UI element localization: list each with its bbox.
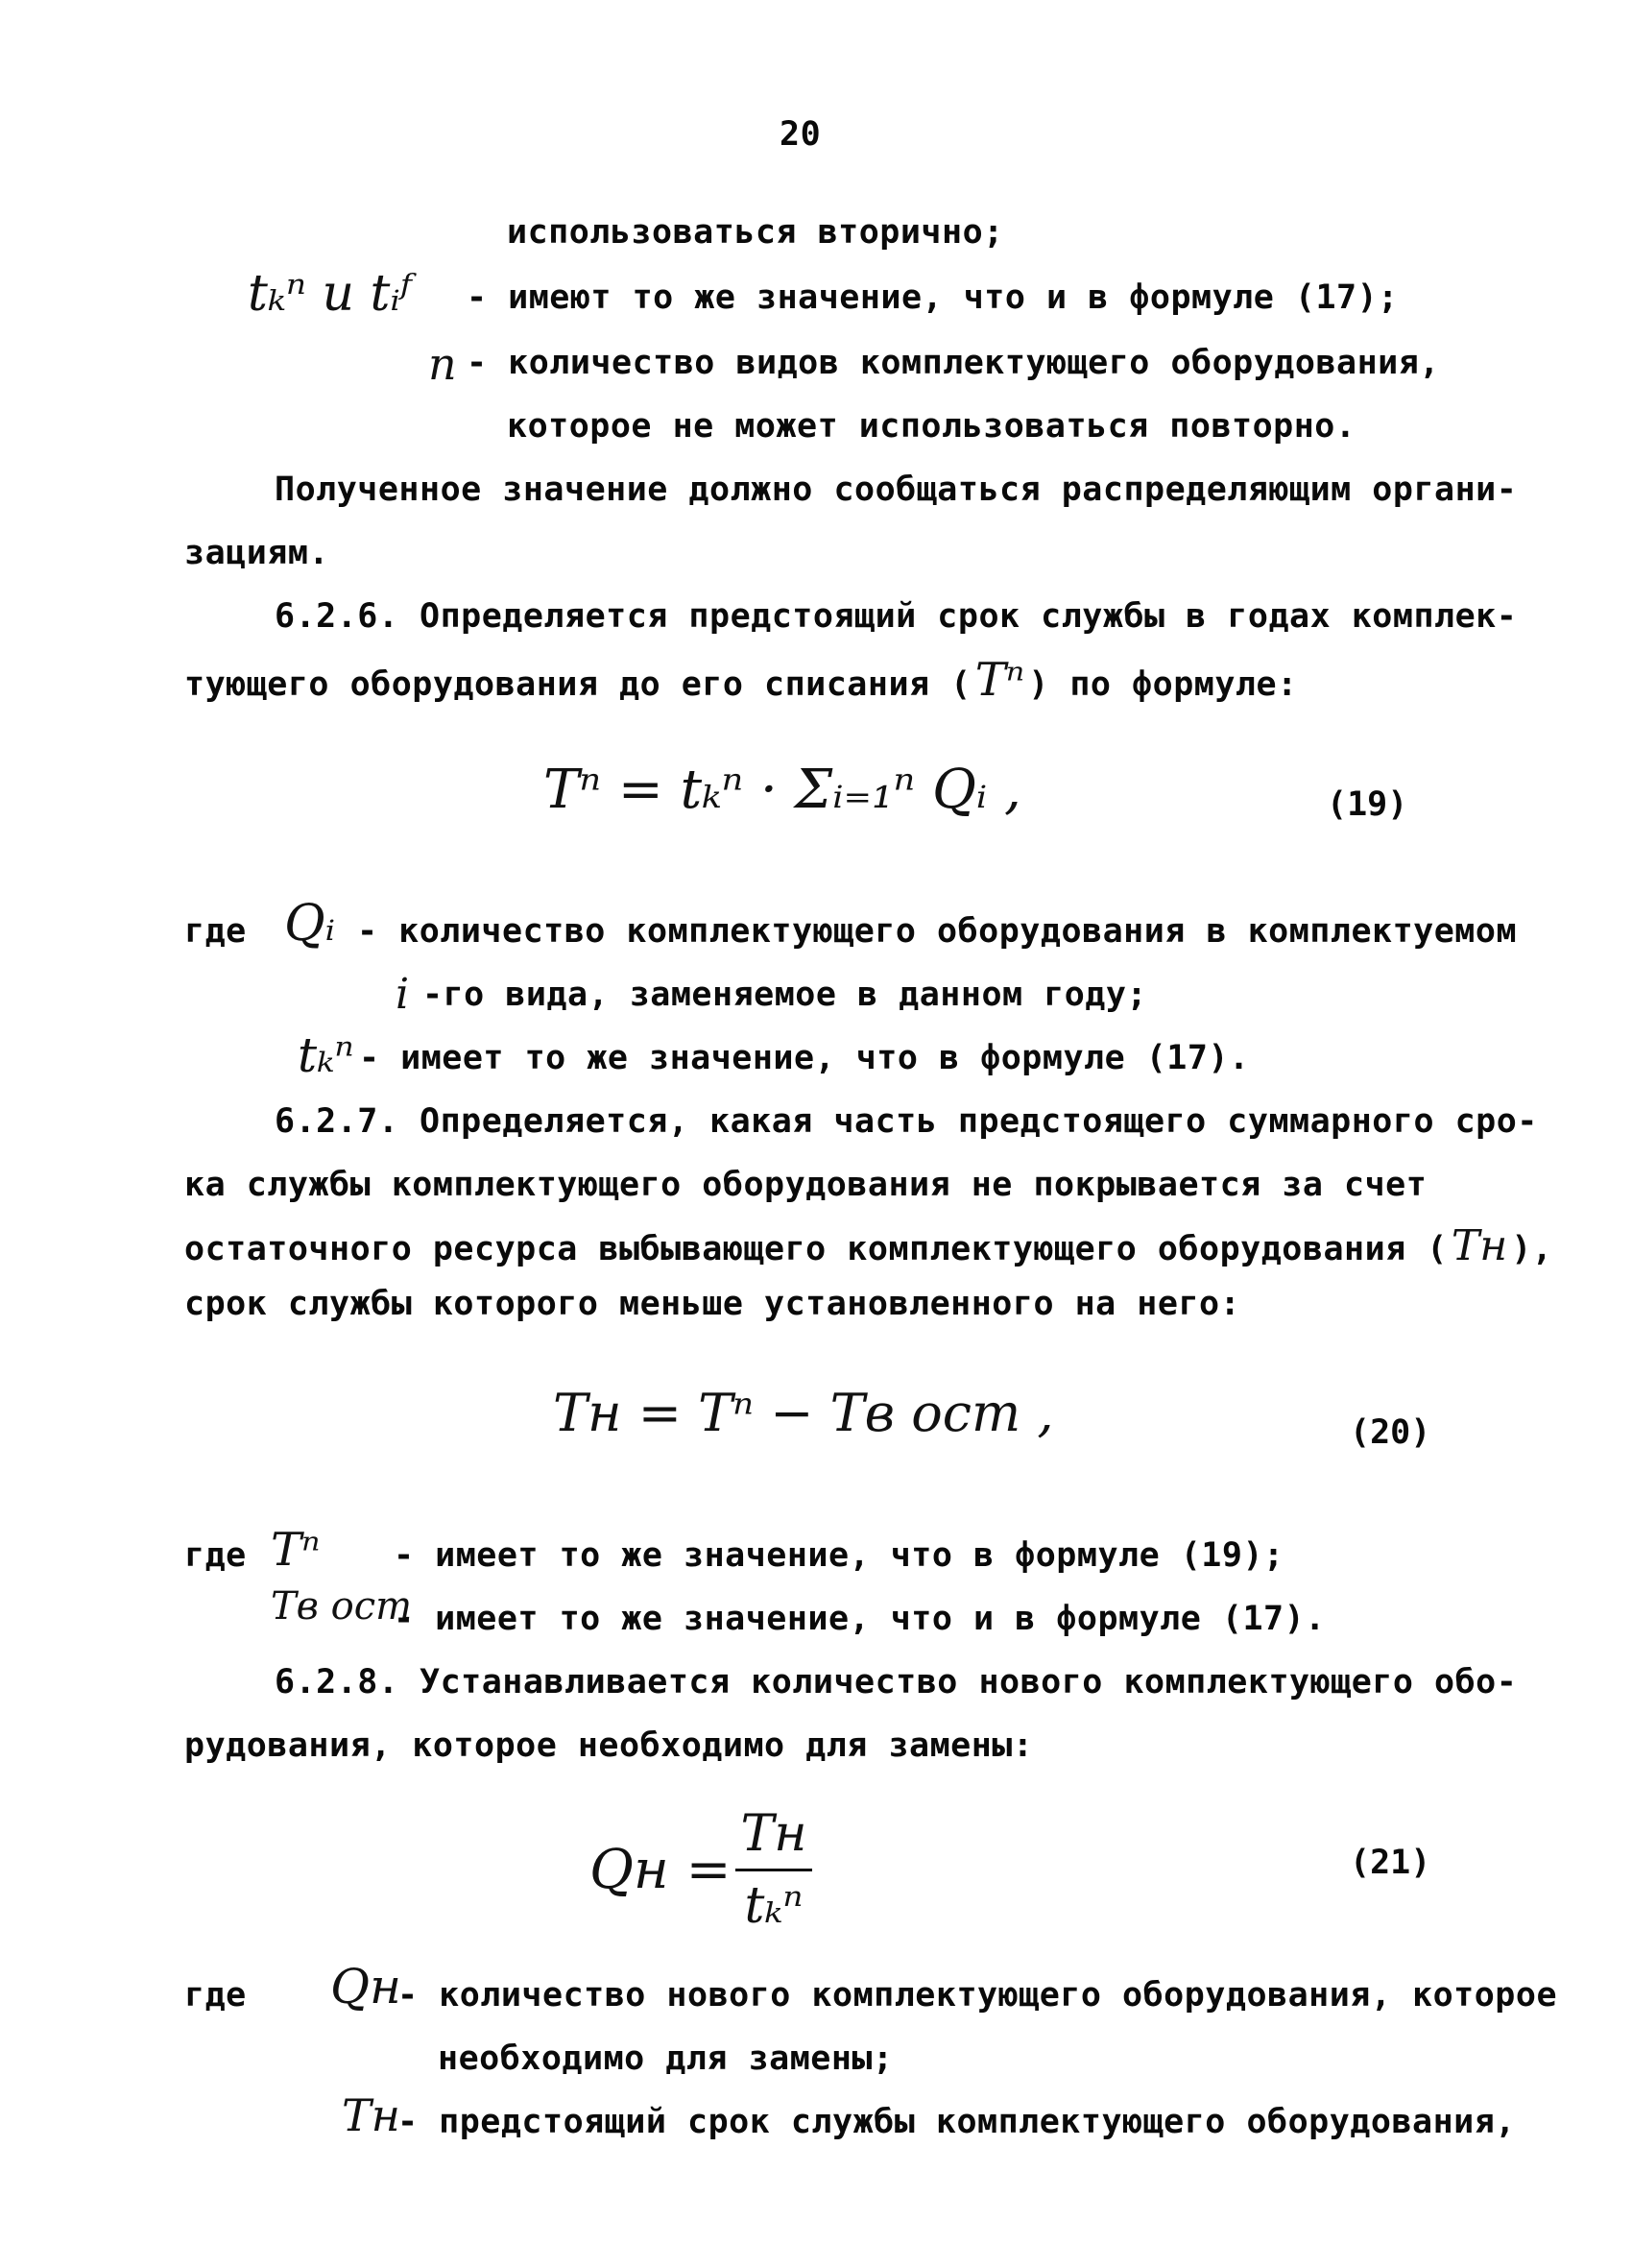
definition-line: - имеет то же значение, что в формуле (17). [359, 1039, 1250, 1077]
formula-lhs: Qн = [589, 1839, 732, 1901]
definition-line: - имеет то же значение, что и в формуле (17). [394, 1600, 1326, 1638]
fraction [735, 1805, 813, 1935]
paragraph-line-with-symbol [184, 653, 1298, 707]
symbol-T-n: Tⁿ [271, 1523, 321, 1577]
symbol-tk-n: tₖⁿ [298, 1027, 354, 1083]
definition-line: - количество нового комплектующего оборудования, которое [397, 1976, 1558, 2015]
symbol-Qi: Qᵢ [284, 895, 336, 953]
paragraph-line: Полученное значение должно сообщаться распределяющим органи- [275, 470, 1518, 509]
text-line: использоваться вторично; [507, 213, 1004, 252]
formula-19: Tⁿ = tₖⁿ · Σᵢ₌₁ⁿ Qᵢ , [543, 759, 1021, 821]
definition-line: - количество комплектующего оборудования в комплектуемом [357, 912, 1518, 951]
symbol-n: n [428, 338, 457, 390]
equation-number-19: (19) [1327, 785, 1408, 824]
symbol-i: i [396, 970, 410, 1019]
section-6-2-6-line: 6.2.6. Определяется предстоящий срок службы в годах комплек- [275, 597, 1518, 636]
symbol-T-n-sub: Tн [1451, 1221, 1508, 1270]
text-fragment: ), [1511, 1230, 1553, 1268]
page-number: 20 [780, 115, 822, 154]
text-fragment: тующего оборудования до его списания ( [184, 665, 972, 704]
section-6-2-7-line: 6.2.7. Определяется, какая часть предстоящего суммарного сро- [275, 1102, 1538, 1141]
definition-line: необходимо для замены; [438, 2039, 894, 2078]
section-6-2-8-line: 6.2.8. Устанавливается количество нового комплектующего обо- [275, 1663, 1518, 1701]
definition-line: - имеет то же значение, что в формуле (19); [394, 1536, 1284, 1575]
equation-number-20: (20) [1350, 1413, 1431, 1452]
symbol-T-n: Tⁿ [974, 653, 1025, 707]
fraction-numerator: Tн [735, 1805, 813, 1871]
formula-21 [589, 1805, 812, 1935]
symbol-Tv-ost: Tв ост [271, 1584, 413, 1629]
paragraph-line: срок службы которого меньше установленного на него: [184, 1285, 1241, 1323]
equation-number-21: (21) [1350, 1844, 1431, 1882]
text-line: которое не может использоваться повторно. [507, 407, 1356, 446]
paragraph-line-with-symbol [184, 1221, 1552, 1270]
symbol-Tn: Tн [342, 2089, 400, 2141]
paragraph-line: ка службы комплектующего оборудования не покрывается за счет [184, 1166, 1428, 1204]
text-fragment: ) по формуле: [1028, 665, 1298, 704]
where-label: где [184, 1976, 247, 2015]
definition-line: - предстоящий срок службы комплектующего оборудования, [397, 2103, 1516, 2141]
paragraph-line: рудования, которое необходимо для замены: [184, 1726, 1034, 1765]
symbol-tk-and-ti: tₖⁿ и tᵢᶠ [248, 265, 412, 323]
text-line: - имеют то же значение, что и в формуле (17); [467, 278, 1399, 317]
fraction-denominator: tₖⁿ [744, 1877, 804, 1935]
symbol-Qn: Qн [330, 1959, 401, 2015]
formula-20: Tн = Tⁿ − Tв ост , [553, 1383, 1054, 1443]
where-label: где [184, 1536, 247, 1575]
definition-line: -го вида, заменяемое в данном году; [422, 976, 1148, 1014]
text-line: - количество видов комплектующего оборудования, [467, 344, 1440, 382]
where-label: где [184, 912, 247, 951]
paragraph-line: зациям. [184, 534, 330, 572]
text-fragment: остаточного ресурса выбывающего комплектующего оборудования ( [184, 1230, 1448, 1268]
